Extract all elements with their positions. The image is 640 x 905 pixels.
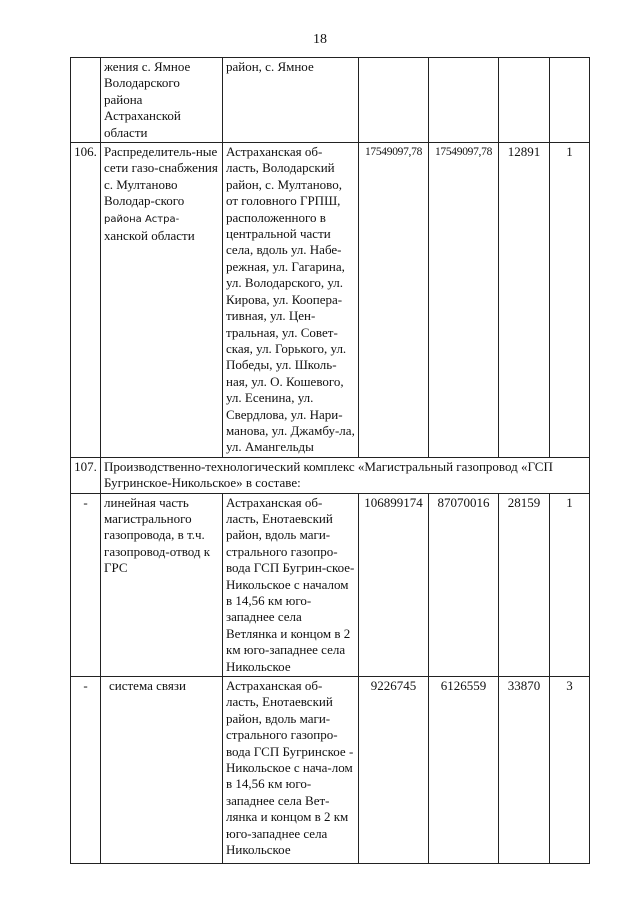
row-number-cell: 106. [71, 143, 101, 458]
value-cell-3: 33870 [499, 677, 550, 864]
value-cell-1: 9226745 [359, 677, 429, 864]
row-number-cell: - [71, 677, 101, 864]
table-row-107 [71, 457, 590, 493]
value-cell-2: 6126559 [429, 677, 499, 864]
value-cell-4: 1 [550, 493, 590, 676]
value-cell-2: 17549097,78 [429, 143, 499, 458]
object-name-part2: ханской области [104, 228, 195, 244]
object-name-cell [101, 143, 223, 458]
object-name-part1: Распределитель-ные сети газо-снабжения с. Мултаново Володар-ского [104, 144, 218, 209]
location-cell: Астраханская об-ласть, Енотаевский район, вдоль маги-стрального газопро-вода ГСП Бугрин-ское-Никольское с началом в 14,56 км юго-западнее села Ветлянка и концом в 2 км юго-западнее села Никольское [223, 493, 359, 676]
row-number-cell: 107. [71, 457, 101, 493]
complex-title-cell: Производственно-технологический комплекс «Магистральный газопровод «ГСП Бугринское-Никольское» в составе: [101, 457, 590, 493]
location-cell: Астраханская об-ласть, Володарский район, с. Мултаново, от головного ГРПШ, расположенного в центральной части села, вдоль ул. Набе-режная, ул. Гагарина, ул. Володарского, ул. Кирова, ул. Коопера-тивная, ул. Цен-тральная, ул. Совет-ская, ул. Горького, ул. Победы, ул. Школь-ная, ул. О. Кошевого, ул. Есенина, ул. Свердлова, ул. Нари-манова, ул. Джамбу-ла, ул. Амангельды [223, 143, 359, 458]
row-number-cell [71, 58, 101, 143]
location-cell: Астраханская об-ласть, Енотаевский район, вдоль маги-стрального газопро-вода ГСП Бугринское - Никольское с нача-лом в 14,56 км юго-западнее села Вет-лянка и концом в 2 км юго-западнее села Никольское [223, 677, 359, 864]
registry-table [70, 57, 590, 864]
table-row-106 [71, 143, 590, 458]
value-cell [550, 58, 590, 143]
object-name-cell: жения с. Ямное Володарского района Астраханской области [101, 58, 223, 143]
table-row-continued [71, 58, 590, 143]
handwritten-insert: района Астра- [104, 213, 180, 225]
object-name-cell: система связи [101, 677, 223, 864]
value-cell [429, 58, 499, 143]
value-cell-4: 3 [550, 677, 590, 864]
value-cell-3: 28159 [499, 493, 550, 676]
value-cell [499, 58, 550, 143]
value-cell-4: 1 [550, 143, 590, 458]
table-row-107-linear [71, 493, 590, 676]
value-cell [359, 58, 429, 143]
page-number: 18 [313, 32, 327, 47]
object-name-cell: линейная часть магистрального газопровода, в т.ч. газопровод-отвод к ГРС [101, 493, 223, 676]
value-cell-3: 12891 [499, 143, 550, 458]
table-row-107-comm [71, 677, 590, 864]
location-cell: район, с. Ямное [223, 58, 359, 143]
row-number-cell: - [71, 493, 101, 676]
value-cell-2: 87070016 [429, 493, 499, 676]
value-cell-1: 106899174 [359, 493, 429, 676]
value-cell-1: 17549097,78 [359, 143, 429, 458]
